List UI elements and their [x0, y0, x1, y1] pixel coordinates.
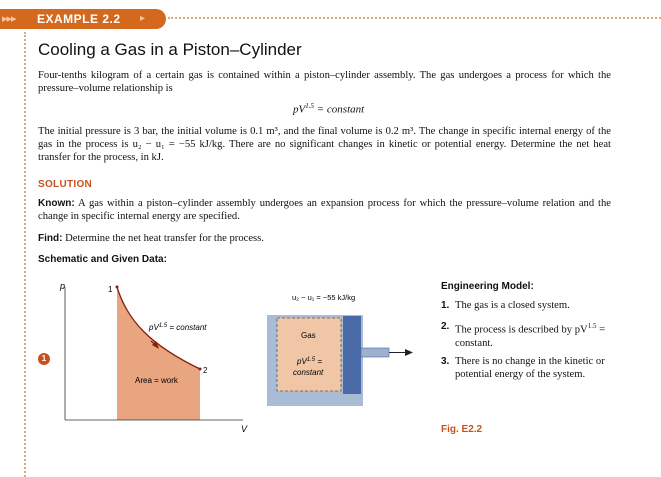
known-section [38, 197, 611, 223]
find-label: Find: [38, 233, 63, 244]
pv-diagram [55, 275, 260, 435]
model-item-number: 3. [441, 356, 450, 367]
model-item [441, 355, 606, 395]
piston-cylinder-schematic [265, 288, 425, 408]
problem-details: The initial pressure is 3 bar, the initial volume is 0.1 m³, and the final volume is 0.2 m³. The change in specific internal energy of the gas in the process is u₂ − u₁ = −55 kJ/kg. There are no significant changes in kinetic or potential energy. Determine the net heat transfer for the process, in kJ. [38, 126, 611, 163]
piston-rod [361, 348, 389, 357]
v-axis-label: V [241, 424, 248, 434]
known-text: A gas within a piston–cylinder assembly undergoes an expansion process for which the pressure–volume relation and the change in specific internal energy are specified. [38, 198, 611, 222]
known-label: Known: [38, 198, 75, 209]
figure-label: Fig. E2.2 [441, 424, 483, 435]
banner-tip-icon: ▸ [140, 13, 146, 24]
delta-u-label: u₂ − u₁ = −55 kJ/kg [292, 293, 356, 302]
problem-intro: Four-tenths kilogram of a certain gas is contained within a piston–cylinder assembly. The gas undergoes a process for which the pressure–volume relationship is [38, 70, 611, 94]
state-2-point [199, 368, 202, 371]
state-1-label: 1 [108, 285, 113, 294]
state-2-label: 2 [203, 366, 208, 375]
solution-heading: SOLUTION [38, 179, 93, 190]
find-section [38, 232, 611, 245]
banner-divider [168, 17, 661, 19]
p-axis-label: p [60, 281, 66, 291]
gas-label: Gas [301, 331, 316, 340]
model-item-text: There is no change in the kinetic or potential energy of the system. [455, 356, 605, 380]
model-item-text: The process is described by $pV^{1.5}$ = constant. [455, 322, 606, 349]
schematic-label: Schematic and Given Data: [38, 254, 167, 265]
model-item [441, 320, 606, 348]
expansion-arrowhead [405, 349, 413, 356]
gas-region [277, 318, 341, 391]
margin-rule [24, 32, 26, 477]
banner-arrows-icon: ▸▸▸ [2, 13, 16, 25]
state-1-point [116, 286, 119, 289]
area-label: Area = work [135, 376, 178, 385]
problem-relation: $pV^{1.5}$ = constant [293, 102, 365, 116]
model-item-text: The gas is a closed system. [455, 300, 570, 311]
model-item-number: 2. [441, 321, 450, 332]
find-text: Determine the net heat transfer for the process. [65, 233, 264, 244]
note-badge: 1 [38, 353, 50, 365]
example-label: EXAMPLE 2.2 [37, 12, 121, 26]
piston [343, 316, 361, 394]
model-heading: Engineering Model: [441, 281, 534, 292]
model-item [441, 299, 606, 313]
curve-label: $pV^{1.5}$ = constant [149, 323, 207, 332]
schematic-relation: $pV^{1.5}$ = [297, 357, 323, 366]
model-item-number: 1. [441, 300, 450, 311]
schematic-constant: constant [293, 368, 324, 377]
work-area [117, 287, 200, 420]
page-title: Cooling a Gas in a Piston–Cylinder [38, 40, 302, 59]
